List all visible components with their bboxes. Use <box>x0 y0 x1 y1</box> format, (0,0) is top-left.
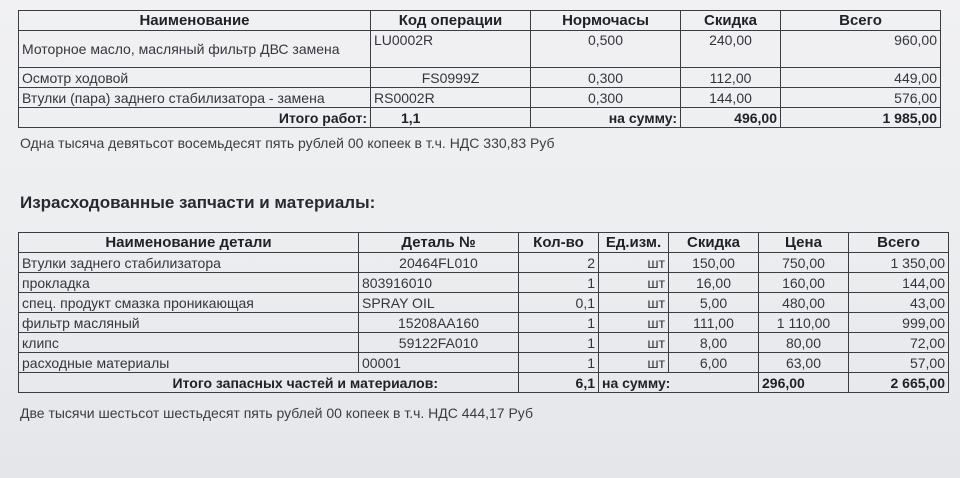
works-header-row <box>19 11 941 31</box>
part-qty: 1 <box>519 313 599 333</box>
work-hours: 0,300 <box>531 68 681 88</box>
part-price: 160,00 <box>759 273 849 293</box>
work-code: FS0999Z <box>371 68 531 88</box>
works-sum-label: на сумму: <box>531 108 681 128</box>
part-name: спец. продукт смазка проникающая <box>19 293 359 313</box>
part-total: 72,00 <box>849 333 949 353</box>
parts-header-name: Наименование детали <box>19 233 359 253</box>
work-total: 449,00 <box>781 68 941 88</box>
parts-section-title: Израсходованные запчасти и материалы: <box>20 193 376 212</box>
work-total: 960,00 <box>781 31 941 68</box>
table-row <box>19 273 949 293</box>
work-code: LU0002R <box>371 31 531 68</box>
table-row <box>19 31 941 68</box>
table-row <box>19 353 949 373</box>
works-header-hours: Нормочасы <box>531 11 681 31</box>
part-qty: 1 <box>519 333 599 353</box>
part-unit: шт <box>599 333 669 353</box>
part-qty: 2 <box>519 253 599 273</box>
part-name: клипс <box>19 333 359 353</box>
part-total: 144,00 <box>849 273 949 293</box>
work-code: RS0002R <box>371 88 531 108</box>
part-discount: 16,00 <box>669 273 759 293</box>
parts-table <box>18 232 949 393</box>
works-total-sum: 1 985,00 <box>781 108 941 128</box>
part-unit: шт <box>599 293 669 313</box>
works-header-total: Всего <box>781 11 941 31</box>
works-total-label: Итого работ: <box>19 108 371 128</box>
part-discount: 111,00 <box>669 313 759 333</box>
part-number: 59122FA010 <box>359 333 519 353</box>
works-header-discount: Скидка <box>681 11 781 31</box>
parts-sum-label: на сумму: <box>599 373 759 393</box>
table-row <box>19 88 941 108</box>
part-price: 480,00 <box>759 293 849 313</box>
table-row <box>19 253 949 273</box>
part-total: 1 350,00 <box>849 253 949 273</box>
works-total-hours: 1,1 <box>371 108 531 128</box>
works-total-row <box>19 108 941 128</box>
parts-total-discount: 296,00 <box>759 373 849 393</box>
part-price: 750,00 <box>759 253 849 273</box>
parts-header-qty: Кол-во <box>519 233 599 253</box>
part-number: 20464FL010 <box>359 253 519 273</box>
works-total-discount: 496,00 <box>681 108 781 128</box>
parts-header-part-no: Деталь № <box>359 233 519 253</box>
part-name: расходные материалы <box>19 353 359 373</box>
work-name: Осмотр ходовой <box>19 68 371 88</box>
part-name: фильтр масляный <box>19 313 359 333</box>
part-number: SPRAY OIL <box>359 293 519 313</box>
part-discount: 8,00 <box>669 333 759 353</box>
parts-header-row <box>19 233 949 253</box>
parts-header-discount: Скидка <box>669 233 759 253</box>
part-number: 15208AA160 <box>359 313 519 333</box>
work-name: Втулки (пара) заднего стабилизатора - замена <box>19 88 371 108</box>
table-row <box>19 68 941 88</box>
work-discount: 112,00 <box>681 68 781 88</box>
parts-header-unit: Ед.изм. <box>599 233 669 253</box>
part-discount: 5,00 <box>669 293 759 313</box>
part-number: 803916010 <box>359 273 519 293</box>
parts-total-row <box>19 373 949 393</box>
part-name: Втулки заднего стабилизатора <box>19 253 359 273</box>
works-sum-in-words: Одна тысяча девятьсот восемьдесят пять рублей 00 копеек в т.ч. НДС 330,83 Руб <box>20 135 555 151</box>
work-hours: 0,300 <box>531 88 681 108</box>
part-unit: шт <box>599 313 669 333</box>
part-price: 63,00 <box>759 353 849 373</box>
part-total: 57,00 <box>849 353 949 373</box>
work-hours: 0,500 <box>531 31 681 68</box>
part-qty: 0,1 <box>519 293 599 313</box>
part-discount: 6,00 <box>669 353 759 373</box>
parts-sum-in-words: Две тысячи шестьсот шестьдесят пять рублей 00 копеек в т.ч. НДС 444,17 Руб <box>20 405 533 421</box>
part-unit: шт <box>599 253 669 273</box>
parts-total-sum: 2 665,00 <box>849 373 949 393</box>
part-number: 00001 <box>359 353 519 373</box>
work-name: Моторное масло, масляный фильтр ДВС замена <box>19 31 371 68</box>
part-total: 999,00 <box>849 313 949 333</box>
works-table <box>18 10 941 128</box>
work-discount: 240,00 <box>681 31 781 68</box>
work-discount: 144,00 <box>681 88 781 108</box>
part-unit: шт <box>599 353 669 373</box>
works-header-code: Код операции <box>371 11 531 31</box>
parts-total-label: Итого запасных частей и материалов: <box>19 373 519 393</box>
part-qty: 1 <box>519 273 599 293</box>
work-total: 576,00 <box>781 88 941 108</box>
part-total: 43,00 <box>849 293 949 313</box>
parts-header-price: Цена <box>759 233 849 253</box>
part-discount: 150,00 <box>669 253 759 273</box>
part-qty: 1 <box>519 353 599 373</box>
part-price: 1 110,00 <box>759 313 849 333</box>
table-row <box>19 333 949 353</box>
parts-header-total: Всего <box>849 233 949 253</box>
works-header-name: Наименование <box>19 11 371 31</box>
table-row <box>19 313 949 333</box>
part-name: прокладка <box>19 273 359 293</box>
table-row <box>19 293 949 313</box>
part-unit: шт <box>599 273 669 293</box>
parts-total-qty: 6,1 <box>519 373 599 393</box>
part-price: 80,00 <box>759 333 849 353</box>
